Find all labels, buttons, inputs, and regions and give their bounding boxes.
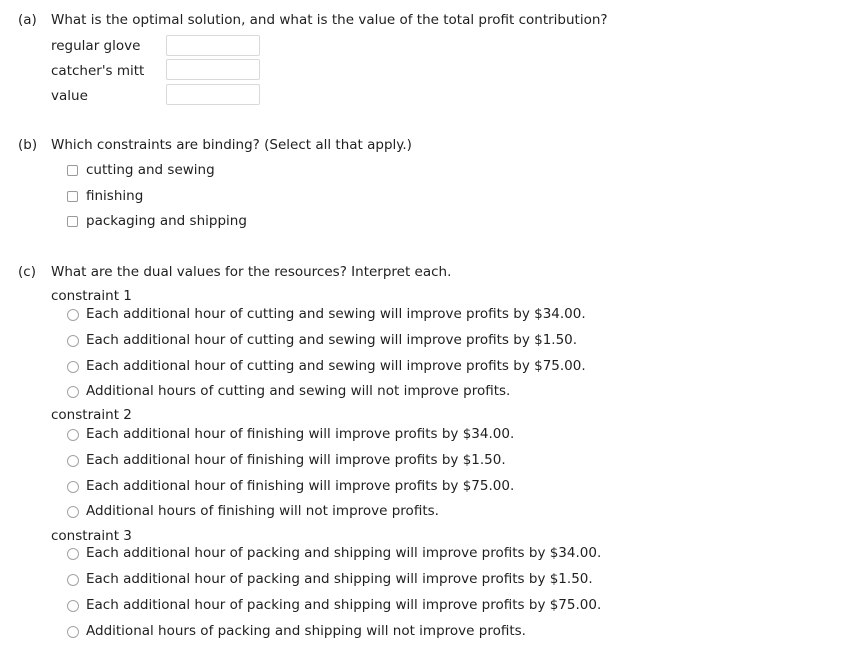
c3-option-2-text: Each additional hour of packing and shipping will improve profits by $1.50. [86, 571, 593, 587]
radio-c1-option-3[interactable] [67, 361, 79, 373]
checkbox-finishing[interactable] [67, 191, 78, 202]
option-packaging-and-shipping: packaging and shipping [86, 213, 247, 229]
radio-c1-option-2[interactable] [67, 335, 79, 347]
part-c-question: What are the dual values for the resources? Interpret each. [51, 264, 452, 280]
constraint-3-label: constraint 3 [51, 528, 132, 544]
part-c-label: (c) [18, 264, 36, 280]
radio-c2-option-3[interactable] [67, 481, 79, 493]
radio-c3-option-2[interactable] [67, 574, 79, 586]
c3-option-1-text: Each additional hour of packing and shipping will improve profits by $34.00. [86, 545, 602, 561]
c2-option-4-text: Additional hours of finishing will not improve profits. [86, 503, 439, 519]
radio-c1-option-1[interactable] [67, 309, 79, 321]
checkbox-cutting-and-sewing[interactable] [67, 165, 78, 176]
value-input[interactable] [166, 84, 260, 105]
radio-c1-option-4[interactable] [67, 386, 79, 398]
c2-option-3-text: Each additional hour of finishing will improve profits by $75.00. [86, 478, 515, 494]
c1-option-4-text: Additional hours of cutting and sewing will not improve profits. [86, 383, 511, 399]
radio-c3-option-4[interactable] [67, 626, 79, 638]
value-label: value [51, 88, 88, 104]
c1-option-1-text: Each additional hour of cutting and sewing will improve profits by $34.00. [86, 306, 586, 322]
regular-glove-label: regular glove [51, 38, 141, 54]
radio-c2-option-1[interactable] [67, 429, 79, 441]
c1-option-3-text: Each additional hour of cutting and sewing will improve profits by $75.00. [86, 358, 586, 374]
regular-glove-input[interactable] [166, 35, 260, 56]
c1-option-2-text: Each additional hour of cutting and sewing will improve profits by $1.50. [86, 332, 578, 348]
c3-option-3-text: Each additional hour of packing and shipping will improve profits by $75.00. [86, 597, 602, 613]
constraint-1-label: constraint 1 [51, 288, 132, 304]
catchers-mitt-input[interactable] [166, 59, 260, 80]
option-cutting-and-sewing: cutting and sewing [86, 162, 215, 178]
radio-c3-option-1[interactable] [67, 548, 79, 560]
part-a-question: What is the optimal solution, and what is the value of the total profit contribution? [51, 12, 608, 28]
checkbox-packaging-and-shipping[interactable] [67, 216, 78, 227]
part-b-question: Which constraints are binding? (Select all that apply.) [51, 137, 412, 153]
c2-option-2-text: Each additional hour of finishing will improve profits by $1.50. [86, 452, 506, 468]
part-a-label: (a) [18, 12, 37, 28]
catchers-mitt-label: catcher's mitt [51, 63, 145, 79]
part-b-label: (b) [18, 137, 38, 153]
option-finishing: finishing [86, 188, 144, 204]
radio-c3-option-3[interactable] [67, 600, 79, 612]
constraint-2-label: constraint 2 [51, 407, 132, 423]
radio-c2-option-4[interactable] [67, 506, 79, 518]
c3-option-4-text: Additional hours of packing and shipping will not improve profits. [86, 623, 526, 639]
c2-option-1-text: Each additional hour of finishing will improve profits by $34.00. [86, 426, 515, 442]
radio-c2-option-2[interactable] [67, 455, 79, 467]
